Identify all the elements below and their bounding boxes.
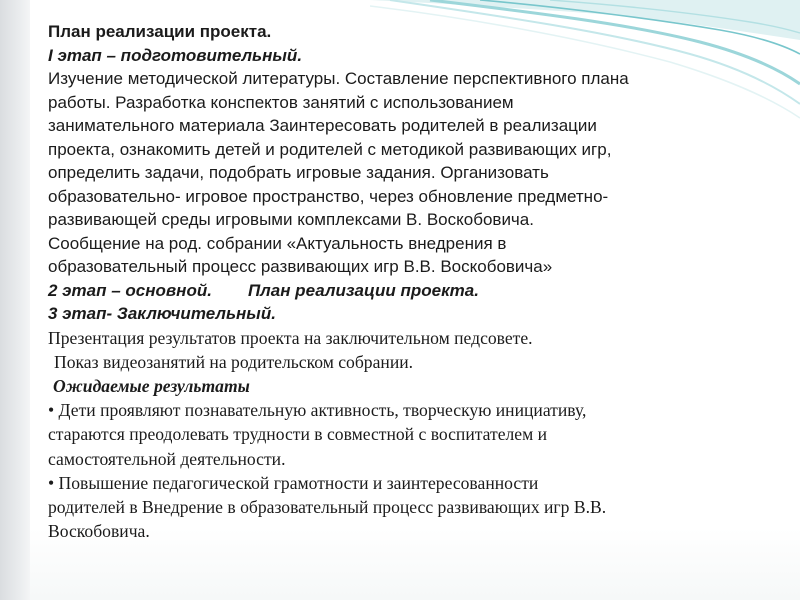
slide-title: План реализации проекта. [48,22,272,41]
results-heading: Ожидаемые результаты [53,375,250,396]
stage1-line: Изучение методической литературы. Составление перспективного плана [48,69,629,88]
stage1-line: проекта, ознакомить детей и родителей с методикой развивающих игр, [48,139,612,159]
stage1-line: образовательно- игровое пространство, через обновление предметно- [48,186,609,206]
left-stripe-decoration [0,0,30,600]
results-line: Воскобовича. [48,521,150,542]
stage1-line: развивающей среды игровыми комплексами В. Воскобовича. [48,210,534,229]
stage3-line: Показ видеозанятий на родительском собрании. [54,351,414,372]
results-line: самостоятельной деятельности. [48,448,286,469]
results-line: родителей в Внедрение в образовательный процесс развивающих игр В.В. [48,496,607,517]
stage2-note: План реализации проекта. [247,280,479,300]
stage2-row [48,279,768,303]
stage1-line: Сообщение на род. собрании «Актуальность внедрения в [48,233,507,253]
stage2-heading: 2 этап – основной. [48,280,212,300]
stage1-line: работы. Разработка конспектов занятий с использованием [48,92,514,112]
results-line: • Повышение педагогической грамотности и заинтересованности [48,472,539,493]
stage1-line: определить задачи, подобрать игровые задания. Организовать [48,163,549,182]
stage1-line: занимательного материала Заинтересовать родителей в реализации [48,116,597,135]
stage3-heading: 3 этап- Заключительный. [48,304,276,323]
slide-content [48,20,768,543]
stage1-line: образовательный процесс развивающих игр В.В. Воскобовича» [48,257,553,276]
stage3-line: Презентация результатов проекта на заключительном педсовете. [48,327,533,348]
stage1-heading: I этап – подготовительный. [48,45,303,65]
results-line: стараются преодолевать трудности в совместной с воспитателем и [48,424,548,445]
results-line: • Дети проявляют познавательную активность, творческую инициативу, [48,400,587,421]
